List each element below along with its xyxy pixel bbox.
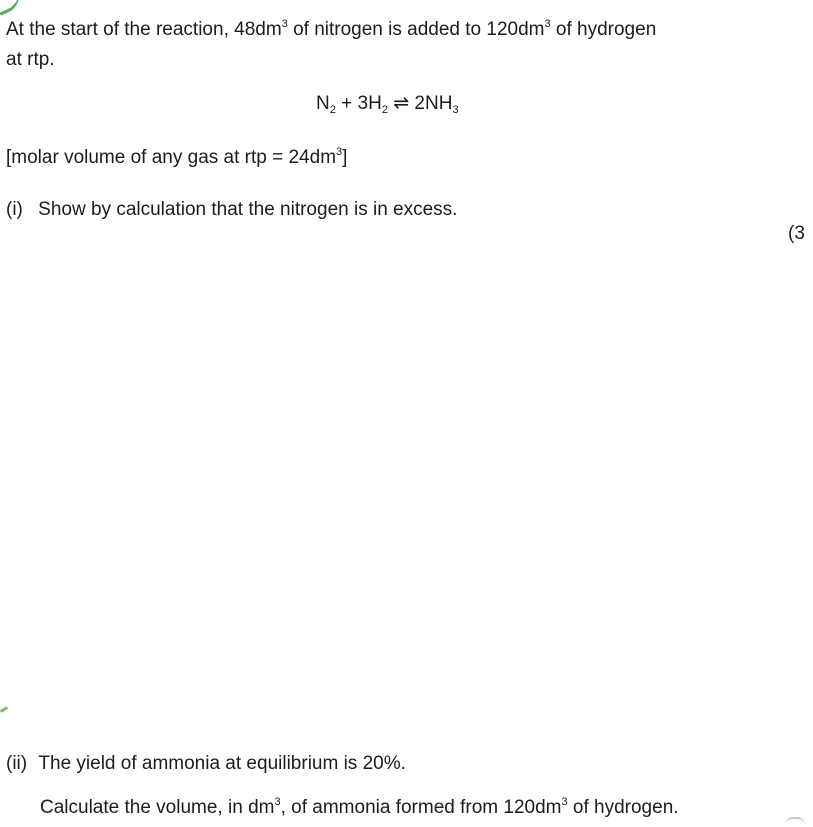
part-ii-label: (ii) xyxy=(6,753,28,774)
unit-dm: dm xyxy=(535,797,562,818)
part-i-question xyxy=(6,198,457,222)
calc-text-c: of hydrogen. xyxy=(567,797,679,818)
intro-text-c: of hydrogen xyxy=(550,19,657,40)
unit-exponent: 3 xyxy=(274,796,281,808)
intro-line-1 xyxy=(6,18,656,42)
faint-mark-decoration xyxy=(785,817,805,825)
subscript: 2 xyxy=(381,104,388,116)
unit-dm: dm xyxy=(309,147,337,168)
unit-dm: dm xyxy=(518,19,545,40)
green-tick-decoration xyxy=(0,706,8,713)
part-i-label: (i) xyxy=(6,199,23,220)
part-i-text: Show by calculation that the nitrogen is in excess. xyxy=(38,199,458,220)
ammonia-term: 2NH xyxy=(414,93,453,114)
part-ii-question xyxy=(6,752,406,776)
unit-exponent: 3 xyxy=(336,146,343,158)
calc-text-a: Calculate the volume, in xyxy=(40,797,249,818)
unit-exponent: 3 xyxy=(544,18,551,30)
chemical-equation xyxy=(316,92,459,116)
part-ii-text: The yield of ammonia at equilibrium is 20%. xyxy=(38,753,406,774)
molar-volume-text: [molar volume of any gas at rtp = 24 xyxy=(6,147,310,168)
unit-dm: dm xyxy=(248,797,275,818)
nitrogen-symbol: N xyxy=(316,93,330,114)
intro-text-a: At the start of the reaction, 48 xyxy=(6,19,256,40)
subscript: 3 xyxy=(452,104,459,116)
equilibrium-arrow: ⇌ xyxy=(387,93,415,114)
unit-dm: dm xyxy=(255,19,282,40)
hydrogen-term: + 3H xyxy=(335,93,382,114)
subscript: 2 xyxy=(329,104,336,116)
bracket-close: ] xyxy=(342,147,348,168)
unit-exponent: 3 xyxy=(561,796,568,808)
molar-volume-note xyxy=(6,146,347,170)
calc-text-b: , of ammonia formed from 120 xyxy=(280,797,536,818)
part-ii-calculate xyxy=(40,796,679,820)
green-mark-decoration xyxy=(0,0,24,16)
intro-text-b: of nitrogen is added to 120 xyxy=(287,19,519,40)
intro-line-2: at rtp. xyxy=(6,49,55,70)
unit-exponent: 3 xyxy=(281,18,288,30)
part-i-marks: (3 xyxy=(788,223,805,244)
